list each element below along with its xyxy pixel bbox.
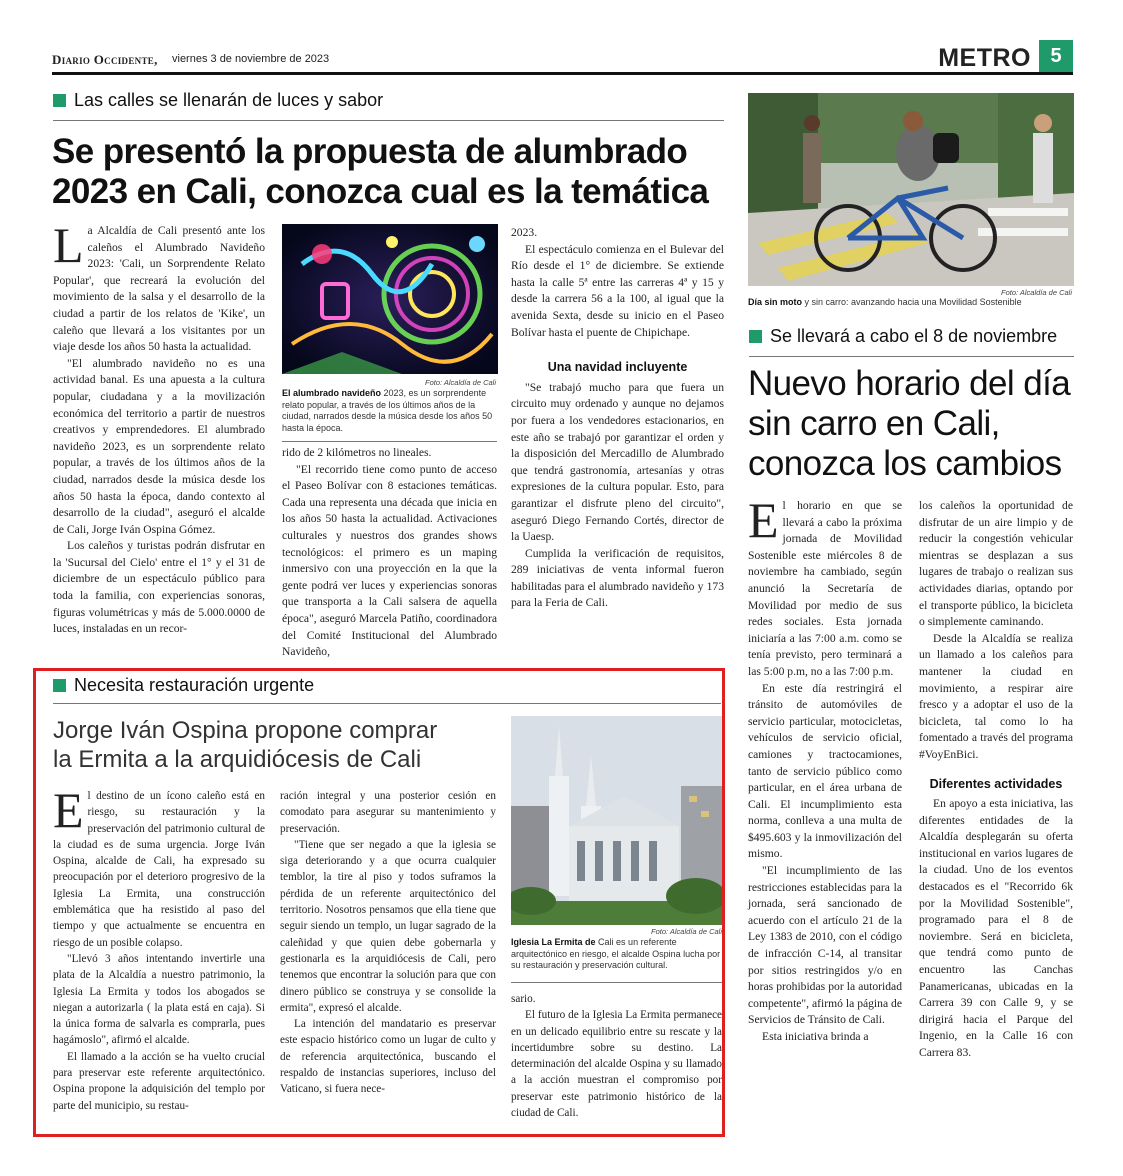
alumbrado-caption [282, 388, 496, 434]
article1-col2 [282, 445, 497, 661]
paragraph: a Alcaldía de Cali presentó ante los caleños el Alumbrado Navideño 2023: 'Cali, un Sorprendente Relato Popular', que recreará la evolución del movimiento de la salsa y el desarrollo de la ciudad a partir de los relatos de 'Kike', un caleño que llevará a los visitantes por un viaje desde los años 50 hasta la actualidad. [53, 224, 265, 354]
paragraph: El llamado a la acción se ha vuelto crucial para preservar este referente arquitectónico. Ospina propone la adquisición del templo por parte del municipio, su restau- [53, 1050, 265, 1112]
ermita-photo [511, 716, 722, 925]
kicker-rule [749, 356, 1074, 357]
caption-rule [282, 441, 497, 442]
article3-headline-line2: la Ermita a la arquidiócesis de Cali [53, 746, 422, 773]
christmas-lights-illustration [282, 224, 498, 374]
article1-headline [52, 132, 732, 212]
paragraph: La intención del mandatario es preservar este espacio histórico como un lugar de culto y de referencia arquitectónica, buscando el respaldo de instancias superiores, incluso del Vaticano, si fuera nece- [280, 1018, 496, 1096]
paragraph: sario. [511, 993, 536, 1005]
article3-col2 [280, 788, 496, 1098]
paragraph: Los caleños y turistas podrán disfrutar en la 'Sucursal del Cielo' entre el 1° y el 31 de diciembre de un espectáculo público para toda la familia, con experiencias sonoras, figuras volumétricas y más de 5.000.0000 de luces, instaladas en un recor- [53, 539, 265, 636]
kicker-square-icon [53, 679, 66, 692]
article2-col1 [748, 492, 902, 1046]
paragraph: "El incumplimiento de las restricciones establecidas para la jornada, será sancionado de acuerdo con el artículo 21 de la Ley 1383 de 2010, con el código de infracción C-14, al transitar por sitios restringidos y/o en horas prohibidas por la autoridad competente", afirmó la página de Servicios de Tránsito de Cali. [748, 864, 902, 1027]
paragraph: Cumplida la verificación de requisitos, 289 iniciativas de venta informal fueron habilitadas para el alumbrado navideño y 173 para la Feria de Cali. [511, 546, 724, 610]
cyclist-photo [748, 93, 1074, 286]
paragraph: En este día restringirá el tránsito de automóviles de servicio particular, motocicletas, vehículos de servicio oficial, camiones y tractocamiones, tanto de servicio público como particular, en el área urbana de Cali. El incumplimiento esta norma, conlleva a una multa de $495.603 y la inmovilización del mismo. [748, 681, 902, 861]
article3-col1 [53, 782, 265, 1114]
caption-text: y sin carro: avanzando hacia una Movilidad Sostenible [802, 297, 1022, 307]
paragraph: El espectáculo comienza en el Bulevar del Río desde el 1° de diciembre. Se extiende hasta la calle 5ª entre las carreras 4ª y 15 y desde la carrera 56 a la 100, al igual que la avenida Sexta, desde su inicio en el Paseo Bolívar hasta el puente de Chipichape. [511, 242, 724, 339]
ermita-photo-credit: Foto: Alcaldía de Cali [650, 927, 722, 936]
page-number: 5 [1050, 44, 1062, 67]
article1-kicker-text: Las calles se llenarán de luces y sabor [74, 90, 384, 110]
caption-text: Cali es un referente arquitectónico en riesgo, el alcalde Ospina lucha por su restauración y preservación cultural. [511, 937, 721, 970]
article1-col1 [53, 217, 265, 638]
paragraph: ración integral y una posterior cesión en comodato para asegurar su mantenimiento y preservación. [280, 790, 496, 835]
article3-dropcap: E [53, 782, 84, 838]
paragraph: El futuro de la Iglesia La Ermita permanece en un delicado equilibrio entre su rescate y la incertidumbre sobre su destino. La determinación del alcalde Ospina y su llamado a la acción muestran el compromiso por preservar este patrimonio histórico de la ciudad de Cali. [511, 1009, 722, 1120]
paragraph: En apoyo a esta iniciativa, las diferentes entidades de la Alcaldía desplegarán su oferta institucional en varios lugares de la ciudad. Uno de los eventos destacados es el "Recorrido 6k por la Movilidad Sostenible", programado para el 8 de noviembre. Será en bicicleta, que tendrá como punto de encuentro las Canchas Panamericanas, ubicadas en la Carrera 39 con Calle 9, y se dirigirá hacia el Parque del Ingenio, en la Calle 16 con Carrera 83. [919, 797, 1073, 1059]
caption-text: 2023, es un sorprendente relato popular, a través de los últimos años de la ciudad, narrados desde la música desde los años 50 hasta la época. [282, 388, 493, 433]
article3-headline-line1: Jorge Iván Ospina propone comprar [53, 717, 438, 744]
issue-date: viernes 3 de noviembre de 2023 [172, 53, 330, 65]
kicker-rule [53, 120, 724, 121]
article2-subhead: Diferentes actividades [929, 776, 1063, 791]
article2-dropcap: E [748, 492, 779, 548]
alumbrado-photo-credit: Foto: Alcaldía de Cali [424, 378, 496, 387]
paragraph: "El recorrido tiene como punto de acceso el Paseo Bolívar con 8 estaciones temáticas. Cada una representa una década que inicia en los años 50 hasta la actualidad. Activaciones culturales y nuestros dos grandes shows tecnológicos: el primero es un maping inmersivo con una proyección en la que la gente podrá ver luces y experiencias sonoras que transporta a la Cali salsera de aquella época", aseguró Marcela Patiño, coordinadora del Comité Institucional del Alumbrado Navideño, [282, 462, 497, 659]
paragraph: l destino de un ícono caleño está en riesgo, su restauración y la preservación del patrimonio cultural de la ciudad es de suma urgencia. Jorge Iván Ospina, alcalde de Cali, ha expresado su preocupación por el deterioro progresivo de la Iglesia La Ermita, una construcción emblemática que ha resistido al paso del tiempo y que actualmente se encuentra en riesgo de un posible colapso. [53, 790, 265, 949]
paper-name: Diario Occidente, [52, 52, 158, 67]
article3-headline [53, 716, 503, 774]
article3-col3 [511, 991, 722, 1121]
article3-kicker [53, 675, 723, 696]
section-name: METRO [938, 44, 1031, 72]
caption-bold: Día sin moto [748, 297, 803, 307]
caption-bold: El alumbrado navideño [282, 388, 382, 398]
kicker-rule [53, 703, 721, 704]
article2-headline-line2: sin carro en Cali, [748, 404, 1000, 443]
paragraph: "El alumbrado navideño no es una actividad banal. Es una apuesta a la cultura popular, ciudadana y a la movilización económica del territorio a partir de nuestros creativos y emprendedores. El alumbrado navideño 2023, es un sorprendente relato popular, a través de los últimos años de la ciudad, narrados desde la música desde los años 50 hasta la época, dando contexto al desarrollo de la ciudad", aseguró el alcalde de Cali, Jorge Iván Ospina Gómez. [53, 356, 265, 536]
paragraph: "Se trabajó mucho para que fuera un circuito muy ordenado y aunque no dejamos por fuera a los vendedores estacionarios, en este año se trabajó por garantizar el orden y la disposición del Mercadillo de Alumbrado que tendrá gastronomía, artesanías y otras expresiones de la cultura popular. Esto, para garantizar el disfrute pleno del circuito", aseguró Diego Fernando Cortés, director de la Uaesp. [511, 380, 724, 544]
paragraph: l horario en que se llevará a cabo la próxima jornada de Movilidad Sostenible este miércoles 8 de noviembre ha cambiado, según anunció la Secretaría de Movilidad por medio de sus redes sociales. Esta jornada iniciaría a las 7:00 a.m. como se tenía previsto, pero terminará a las 5:00 p.m, no a las 7:00 p.m. [748, 499, 902, 678]
paragraph: "Tiene que ser negado a que la iglesia se siga deteriorando y a que ocurra cualquier temblor, la tire al piso y todos suframos la pérdida de un referente arquitectónico del territorio. Nosotros pensamos que ella tiene que seguir siendo un templo, un lugar sagrado de la caleñidad y que quien debe gobernarla y gestionarla es la arquidiócesis de Cali, pero tenemos que encontrar la solución para que con dinero público se construya y se consolide la ermita", expresó el alcalde. [280, 838, 496, 1014]
article2-kicker-text: Se llevará a cabo el 8 de noviembre [770, 326, 1058, 346]
church-illustration [511, 716, 722, 925]
article1-col3 [511, 225, 724, 612]
article3-kicker-text: Necesita restauración urgente [74, 675, 315, 695]
article1-dropcap: L [53, 217, 84, 273]
paragraph: Desde la Alcaldía se realiza un llamado a los caleños para mantener la ciudad en movimiento, a respirar aire fresco y a adoptar el uso de la bicicleta, tal como lo ha fomentado a través del programa #VoyEnBici. [919, 631, 1073, 761]
paragraph: 2023. [511, 226, 538, 239]
article2-headline-line3: conozca los cambios [748, 444, 1062, 483]
kicker-square-icon [53, 94, 66, 107]
article1-headline-line2: 2023 en Cali, conozca cual es la temática [52, 172, 709, 211]
caption-rule [511, 982, 722, 983]
ermita-caption [511, 937, 722, 972]
article1-subhead: Una navidad incluyente [547, 360, 688, 375]
paragraph: rido de 2 kilómetros no lineales. [282, 446, 432, 459]
cyclist-illustration [748, 93, 1074, 286]
article2-headline-line1: Nuevo horario del día [748, 364, 1071, 403]
kicker-square-icon [749, 330, 762, 343]
article2-headline [748, 364, 1078, 484]
article2-col2 [919, 498, 1073, 1062]
alumbrado-photo [282, 224, 498, 374]
paragraph: Esta iniciativa brinda a [762, 1030, 869, 1043]
caption-bold: Iglesia La Ermita de [511, 937, 596, 947]
masthead-rule [52, 72, 1073, 75]
cyclist-photo-credit: Foto: Alcaldía de Cali [1000, 288, 1072, 297]
article2-kicker [749, 326, 1074, 347]
article1-kicker [53, 90, 723, 111]
paragraph: los caleños la oportunidad de disfrutar de un aire limpio y de reducir la congestión vehicular mientras se desplazan a sus lugares de trabajo o realizan sus actividades diarias, optando por el transporte público, la bicicleta o simplemente caminando. [919, 499, 1073, 629]
paragraph: "Llevó 3 años intentando invertirle una plata de la Alcaldía a nuestro patrimonio, la Iglesia La Ermita y todos los abogados se niegan a autorizarla ( la plata está en caja). Si la única forma de salvarla es comprarla, pues hagámoslo", afirmó el alcalde. [53, 952, 265, 1047]
cyclist-caption [748, 297, 1074, 309]
page-number-badge [1039, 40, 1073, 72]
article1-headline-line1: Se presentó la propuesta de alumbrado [52, 132, 688, 171]
